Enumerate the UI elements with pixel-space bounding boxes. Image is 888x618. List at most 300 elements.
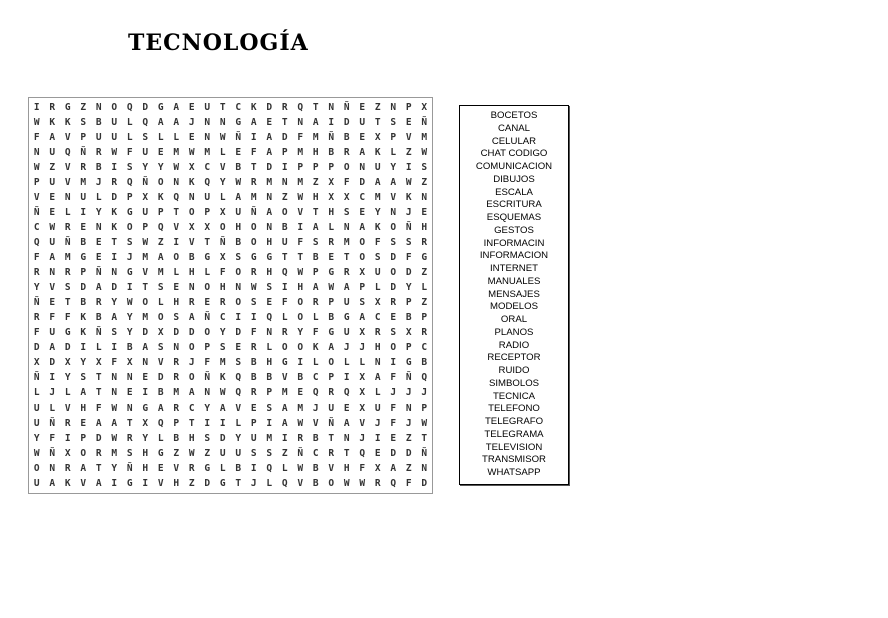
grid-cell: E (405, 116, 412, 128)
grid-cell: T (250, 161, 257, 173)
grid-cell: S (204, 432, 211, 444)
grid-cell: O (297, 342, 304, 354)
grid-cell: H (312, 191, 319, 203)
grid-cell: U (328, 402, 335, 414)
grid-cell: U (343, 327, 350, 339)
grid-cell: Ñ (421, 116, 428, 128)
grid-cell: D (281, 131, 288, 143)
grid-cell: U (49, 237, 56, 249)
grid-cell: L (95, 191, 102, 203)
grid-cell: C (204, 161, 211, 173)
grid-cell: L (359, 357, 366, 369)
grid-cell: B (405, 312, 412, 324)
grid-cell: V (142, 267, 149, 279)
grid-cell: K (64, 116, 71, 128)
grid-cell: M (173, 387, 180, 399)
grid-cell: Q (33, 237, 40, 249)
grid-cell: F (281, 297, 288, 309)
grid-cell: G (219, 477, 226, 489)
grid-cell: X (328, 176, 335, 188)
grid-cell: A (359, 146, 366, 158)
grid-cell: N (359, 161, 366, 173)
grid-cell: A (390, 176, 397, 188)
grid-cell: Y (111, 297, 118, 309)
grid-cell: L (312, 312, 319, 324)
grid-cell: Y (157, 161, 164, 173)
grid-cell: S (390, 237, 397, 249)
grid-cell: N (204, 387, 211, 399)
grid-cell: D (405, 267, 412, 279)
grid-cell: A (390, 462, 397, 474)
grid-cell: A (266, 131, 273, 143)
grid-cell: Q (266, 462, 273, 474)
grid-cell: T (95, 372, 102, 384)
grid-cell: F (33, 131, 40, 143)
grid-cell: F (390, 417, 397, 429)
grid-cell: L (95, 342, 102, 354)
grid-cell: L (64, 207, 71, 219)
grid-cell: N (204, 131, 211, 143)
grid-cell: T (281, 252, 288, 264)
grid-cell: G (126, 267, 133, 279)
grid-cell: D (111, 191, 118, 203)
grid-cell: O (157, 176, 164, 188)
grid-cell: F (33, 327, 40, 339)
grid-cell: R (173, 372, 180, 384)
word-list-item: TELEGRAFO (484, 416, 544, 427)
grid-cell: P (80, 267, 87, 279)
grid-cell: D (33, 342, 40, 354)
page-title: TECNOLOGÍA (128, 30, 309, 56)
grid-cell: P (266, 387, 273, 399)
grid-cell: M (142, 312, 149, 324)
grid-cell: J (405, 387, 412, 399)
grid-cell: H (266, 237, 273, 249)
grid-cell: O (281, 207, 288, 219)
grid-cell: V (64, 161, 71, 173)
grid-cell: V (405, 131, 412, 143)
word-list-item: INFORMACION (479, 250, 549, 262)
grid-cell: A (250, 116, 257, 128)
grid-cell: X (343, 191, 350, 203)
grid-cell: W (142, 237, 149, 249)
grid-cell: A (111, 312, 118, 324)
grid-cell: L (374, 387, 381, 399)
grid-cell: L (281, 462, 288, 474)
grid-cell: X (328, 191, 335, 203)
grid-cell: S (111, 327, 118, 339)
grid-cell: A (343, 417, 350, 429)
grid-cell: J (359, 432, 366, 444)
grid-cell: R (297, 432, 304, 444)
grid-cell: W (343, 477, 350, 489)
grid-cell: L (173, 131, 180, 143)
grid-cell: A (281, 402, 288, 414)
grid-cell: K (374, 146, 381, 158)
grid-cell: A (188, 312, 195, 324)
grid-cell: S (173, 312, 180, 324)
grid-cell: Z (281, 191, 288, 203)
grid-cell: O (281, 342, 288, 354)
grid-cell: I (142, 387, 149, 399)
grid-cell: N (219, 116, 226, 128)
grid-cell: P (359, 282, 366, 294)
grid-cell: X (359, 372, 366, 384)
grid-cell: K (157, 191, 164, 203)
grid-cell: E (204, 297, 211, 309)
grid-cell: X (219, 252, 226, 264)
grid-cell: I (281, 161, 288, 173)
grid-cell: F (64, 312, 71, 324)
grid-cell: O (80, 447, 87, 459)
grid-cell: V (157, 477, 164, 489)
grid-cell: B (312, 462, 319, 474)
grid-cell: A (374, 372, 381, 384)
grid-cell: A (80, 462, 87, 474)
grid-cell: A (173, 101, 180, 113)
grid-cell: P (328, 372, 335, 384)
grid-cell: Ñ (33, 297, 40, 309)
grid-cell: A (374, 176, 381, 188)
grid-cell: D (359, 176, 366, 188)
grid-cell: P (173, 417, 180, 429)
grid-cell: I (219, 417, 226, 429)
grid-cell: E (126, 387, 133, 399)
grid-cell: A (49, 342, 56, 354)
grid-cell: H (343, 462, 350, 474)
grid-cell: P (297, 161, 304, 173)
grid-cell: E (343, 402, 350, 414)
grid-cell: N (266, 222, 273, 234)
grid-cell: N (343, 222, 350, 234)
grid-cell: R (219, 297, 226, 309)
grid-cell: S (312, 237, 319, 249)
grid-cell: P (312, 267, 319, 279)
word-list-item: RADIO (498, 339, 530, 351)
grid-cell: G (421, 252, 428, 264)
grid-cell: U (359, 116, 366, 128)
word-list-item: COMUNICACION (475, 161, 553, 172)
word-list-item: DIBUJOS (493, 173, 535, 185)
grid-cell: I (204, 417, 211, 429)
grid-cell: U (374, 402, 381, 414)
grid-cell: P (142, 222, 149, 234)
grid-cell: J (250, 477, 257, 489)
grid-cell: L (157, 131, 164, 143)
grid-cell: N (126, 372, 133, 384)
grid-cell: R (421, 327, 428, 339)
grid-cell: D (390, 282, 397, 294)
grid-cell: O (188, 372, 195, 384)
grid-cell: I (142, 477, 149, 489)
grid-cell: L (126, 116, 133, 128)
grid-cell: N (49, 267, 56, 279)
grid-cell: Q (281, 267, 288, 279)
grid-cell: K (405, 191, 412, 203)
grid-cell: X (359, 402, 366, 414)
grid-cell: F (390, 402, 397, 414)
grid-cell: N (111, 372, 118, 384)
grid-cell: A (312, 282, 319, 294)
grid-cell: N (64, 191, 71, 203)
grid-cell: N (235, 282, 242, 294)
grid-cell: E (374, 447, 381, 459)
grid-cell: N (374, 357, 381, 369)
grid-cell: U (142, 207, 149, 219)
grid-cell: I (111, 161, 118, 173)
word-list-item: WHATSAPP (487, 467, 541, 478)
word-list-item: RECEPTOR (487, 352, 541, 364)
grid-cell: H (266, 267, 273, 279)
grid-cell: Q (359, 447, 366, 459)
grid-cell: B (250, 372, 257, 384)
grid-cell: Q (173, 191, 180, 203)
grid-cell: M (343, 237, 350, 249)
grid-cell: H (328, 207, 335, 219)
grid-cell: S (390, 327, 397, 339)
grid-cell: B (312, 477, 319, 489)
grid-cell: T (64, 297, 71, 309)
grid-cell: O (250, 222, 257, 234)
grid-cell: K (374, 222, 381, 234)
grid-cell: Q (204, 176, 211, 188)
grid-cell: I (281, 432, 288, 444)
grid-cell: R (328, 237, 335, 249)
grid-cell: A (49, 252, 56, 264)
word-list-item: GESTOS (494, 224, 534, 236)
grid-cell: L (173, 267, 180, 279)
grid-cell: Ñ (33, 372, 40, 384)
grid-cell: I (281, 282, 288, 294)
grid-cell: Q (266, 312, 273, 324)
grid-cell: A (266, 207, 273, 219)
grid-cell: R (250, 387, 257, 399)
grid-cell: N (188, 282, 195, 294)
grid-cell: D (157, 372, 164, 384)
grid-cell: T (95, 387, 102, 399)
grid-cell: Z (157, 237, 164, 249)
grid-cell: B (266, 372, 273, 384)
grid-cell: Q (235, 372, 242, 384)
grid-cell: N (266, 191, 273, 203)
grid-cell: M (80, 176, 87, 188)
grid-cell: N (111, 387, 118, 399)
grid-cell: E (266, 116, 273, 128)
grid-cell: J (343, 342, 350, 354)
grid-cell: W (328, 282, 335, 294)
grid-cell: C (312, 372, 319, 384)
grid-cell: X (157, 327, 164, 339)
grid-cell: N (49, 462, 56, 474)
grid-cell: R (111, 176, 118, 188)
grid-cell: N (343, 432, 350, 444)
grid-cell: U (111, 131, 118, 143)
grid-cell: Z (421, 176, 428, 188)
grid-cell: M (297, 146, 304, 158)
grid-cell: O (219, 222, 226, 234)
grid-cell: Q (281, 477, 288, 489)
grid-cell: O (390, 342, 397, 354)
grid-cell: A (312, 222, 319, 234)
grid-cell: Ñ (405, 222, 412, 234)
grid-cell: M (374, 191, 381, 203)
grid-cell: Ñ (204, 372, 211, 384)
word-search-grid (28, 97, 433, 494)
grid-cell: T (421, 432, 428, 444)
grid-cell: S (80, 116, 87, 128)
grid-cell: W (297, 191, 304, 203)
grid-cell: F (374, 237, 381, 249)
grid-cell: A (157, 252, 164, 264)
grid-cell: V (188, 237, 195, 249)
word-list-item: MANUALES (487, 275, 541, 287)
grid-cell: S (157, 342, 164, 354)
grid-cell: V (64, 131, 71, 143)
grid-cell: E (250, 402, 257, 414)
grid-cell: L (235, 417, 242, 429)
grid-cell: P (328, 297, 335, 309)
grid-cell: D (343, 116, 350, 128)
grid-cell: G (80, 252, 87, 264)
grid-cell: T (312, 207, 319, 219)
word-list-item: INTERNET (490, 263, 538, 274)
grid-cell: V (219, 161, 226, 173)
grid-cell: X (374, 297, 381, 309)
grid-cell: Y (142, 161, 149, 173)
grid-cell: T (281, 116, 288, 128)
grid-cell: P (390, 131, 397, 143)
grid-cell: U (204, 191, 211, 203)
grid-cell: V (49, 282, 56, 294)
grid-cell: A (312, 116, 319, 128)
grid-cell: W (111, 146, 118, 158)
grid-cell: G (126, 477, 133, 489)
grid-cell: W (421, 417, 428, 429)
grid-cell: O (33, 462, 40, 474)
grid-cell: O (297, 297, 304, 309)
grid-cell: R (328, 447, 335, 459)
grid-cell: A (95, 477, 102, 489)
grid-cell: Y (219, 327, 226, 339)
grid-cell: F (297, 131, 304, 143)
grid-cell: K (111, 207, 118, 219)
grid-cell: P (204, 207, 211, 219)
grid-cell: L (49, 402, 56, 414)
grid-cell: Ñ (297, 447, 304, 459)
grid-cell: D (421, 477, 428, 489)
grid-cell: K (80, 312, 87, 324)
grid-cell: E (173, 282, 180, 294)
grid-cell: A (49, 477, 56, 489)
grid-cell: Q (390, 477, 397, 489)
grid-cell: R (343, 267, 350, 279)
grid-cell: I (343, 372, 350, 384)
grid-cell: A (343, 282, 350, 294)
grid-cell: O (188, 342, 195, 354)
grid-cell: B (312, 252, 319, 264)
grid-cell: B (312, 432, 319, 444)
grid-cell: H (173, 297, 180, 309)
grid-cell: F (111, 357, 118, 369)
grid-cell: Ñ (235, 131, 242, 143)
grid-cell: Q (126, 101, 133, 113)
grid-cell: Z (405, 146, 412, 158)
grid-cell: D (266, 161, 273, 173)
grid-cell: E (80, 417, 87, 429)
grid-cell: Q (157, 222, 164, 234)
grid-cell: T (343, 252, 350, 264)
grid-cell: X (359, 387, 366, 399)
grid-cell: C (421, 342, 428, 354)
grid-cell: R (80, 161, 87, 173)
grid-cell: U (281, 237, 288, 249)
grid-cell: I (266, 417, 273, 429)
grid-cell: W (359, 477, 366, 489)
grid-cell: S (235, 252, 242, 264)
grid-cell: S (374, 252, 381, 264)
grid-cell: Ñ (219, 237, 226, 249)
grid-cell: H (80, 402, 87, 414)
grid-cell: P (405, 101, 412, 113)
grid-cell: V (64, 402, 71, 414)
grid-cell: R (281, 327, 288, 339)
grid-cell: D (204, 477, 211, 489)
grid-cell: Y (235, 432, 242, 444)
grid-cell: M (266, 432, 273, 444)
grid-cell: M (250, 191, 257, 203)
grid-cell: N (126, 402, 133, 414)
grid-cell: I (173, 237, 180, 249)
grid-cell: Y (33, 282, 40, 294)
grid-cell: W (219, 387, 226, 399)
grid-cell: P (204, 342, 211, 354)
grid-cell: X (359, 327, 366, 339)
word-list-item: ESQUEMAS (486, 212, 542, 223)
grid-cell: Q (421, 372, 428, 384)
grid-cell: V (173, 222, 180, 234)
grid-cell: O (204, 327, 211, 339)
grid-cell: E (142, 372, 149, 384)
grid-cell: P (328, 161, 335, 173)
grid-cell: S (126, 161, 133, 173)
grid-cell: Q (142, 116, 149, 128)
grid-cell: S (405, 237, 412, 249)
grid-cell: L (266, 342, 273, 354)
grid-cell: F (250, 146, 257, 158)
grid-cell: F (95, 402, 102, 414)
grid-cell: E (95, 237, 102, 249)
grid-cell: X (374, 131, 381, 143)
grid-cell: D (95, 432, 102, 444)
grid-cell: O (328, 477, 335, 489)
grid-cell: H (188, 267, 195, 279)
grid-cell: A (281, 417, 288, 429)
grid-cell: N (405, 402, 412, 414)
grid-cell: I (297, 357, 304, 369)
grid-cell: C (219, 312, 226, 324)
grid-cell: K (64, 477, 71, 489)
grid-cell: Ñ (49, 447, 56, 459)
grid-cell: X (374, 462, 381, 474)
grid-cell: Q (312, 387, 319, 399)
grid-cell: Z (405, 462, 412, 474)
grid-cell: P (312, 161, 319, 173)
grid-cell: F (297, 237, 304, 249)
grid-cell: Y (204, 402, 211, 414)
grid-cell: A (328, 342, 335, 354)
grid-cell: R (374, 327, 381, 339)
grid-cell: U (33, 477, 40, 489)
